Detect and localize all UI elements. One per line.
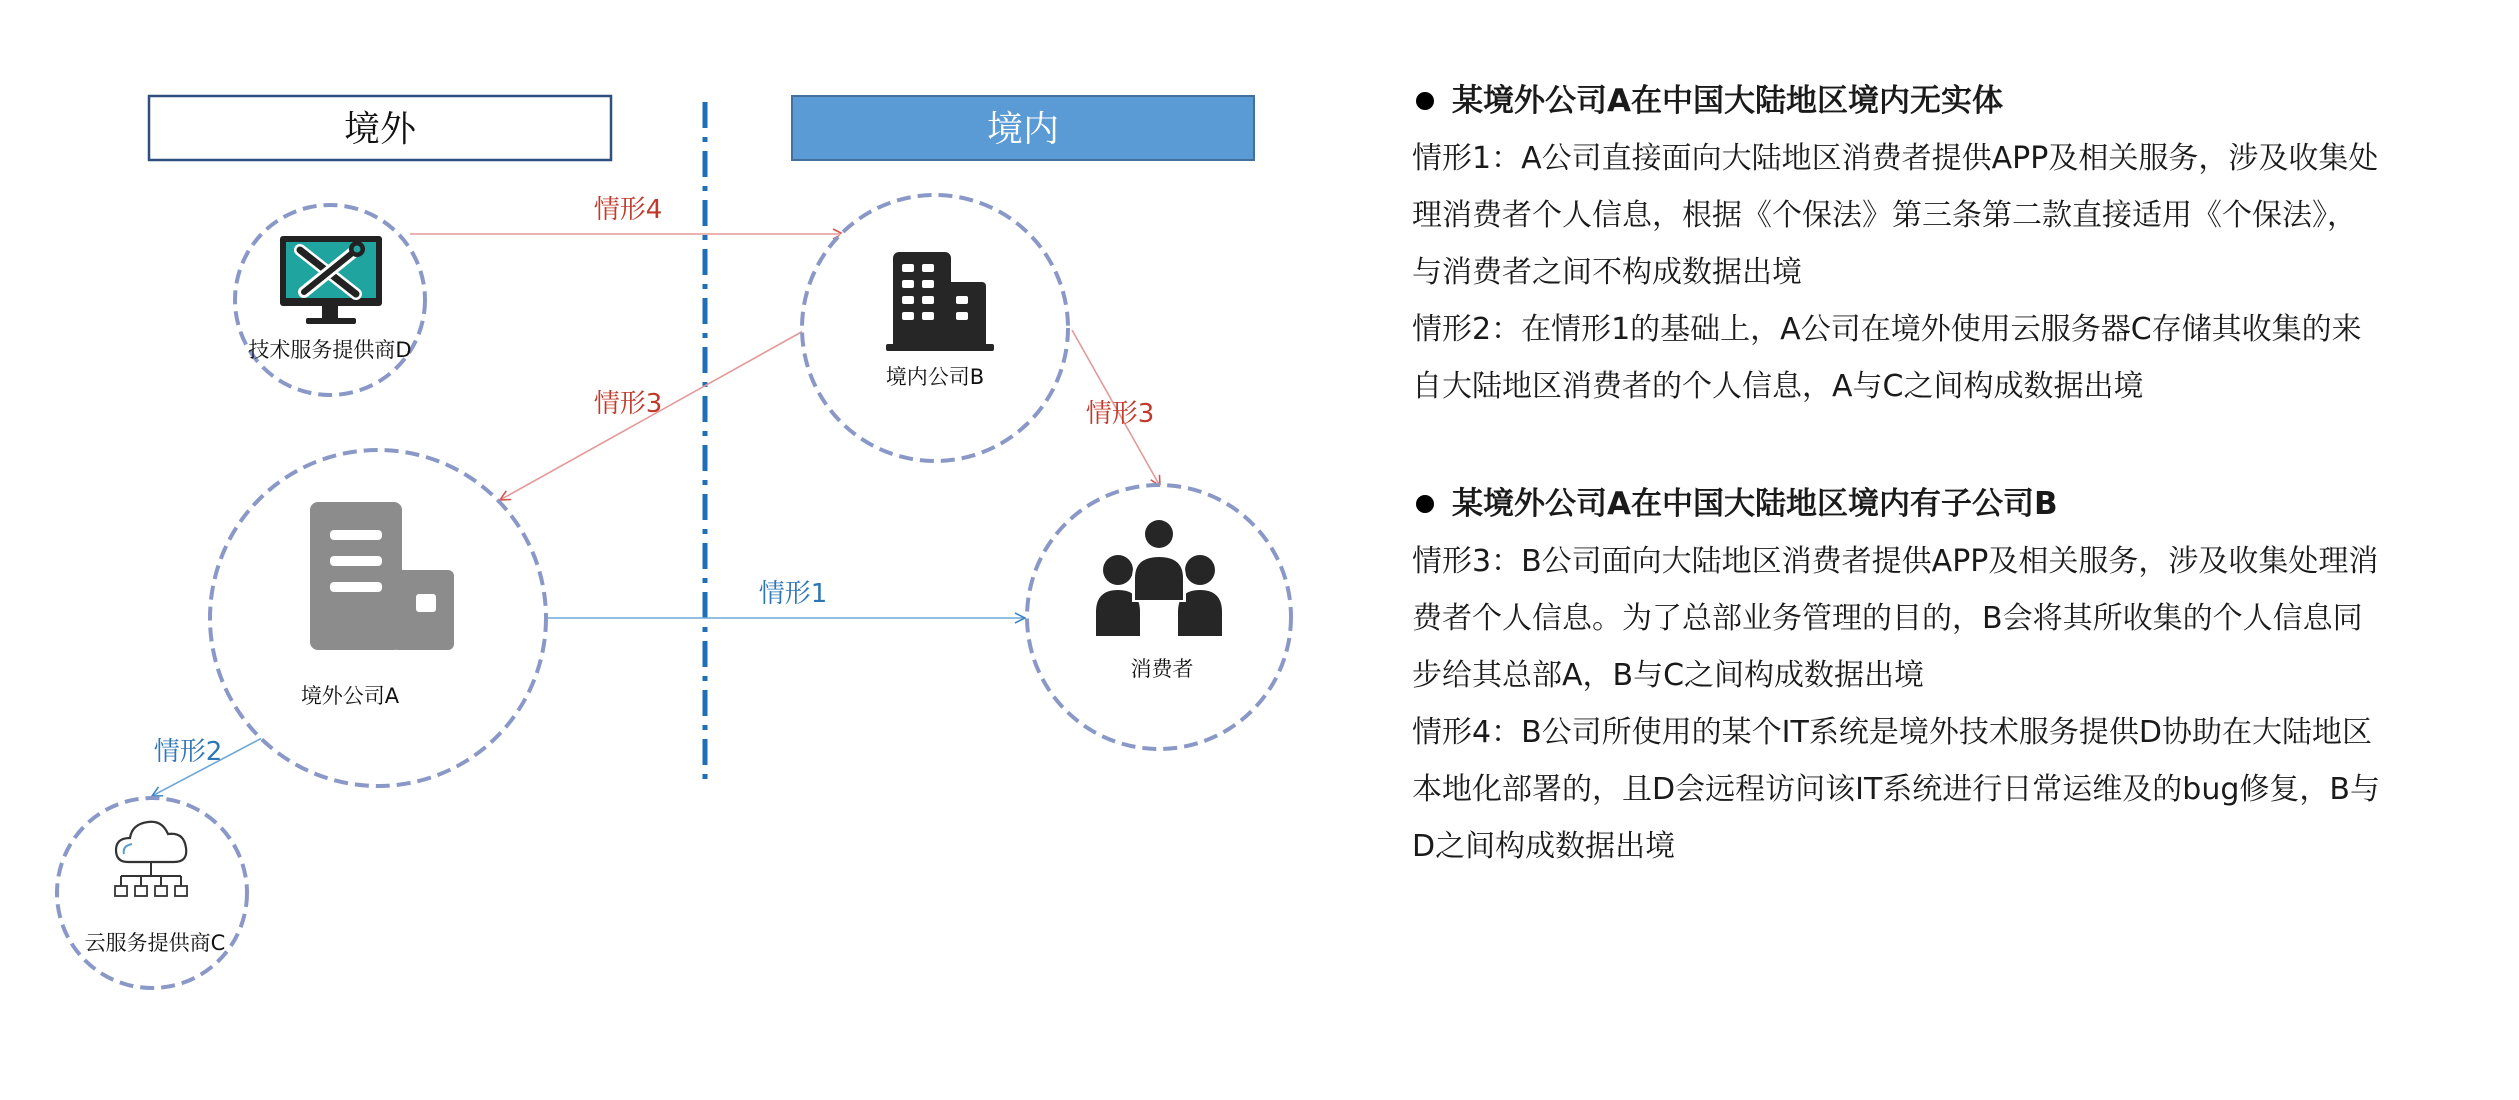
edge-scenario3-to-a (500, 330, 805, 500)
node-tech-provider-d (235, 205, 425, 395)
section-heading-text: 某境外公司A在中国大陆地区境内无实体 (1452, 83, 2003, 119)
paragraph-line: 情形3：B公司面向大陆地区消费者提供APP及相关服务，涉及收集处理消 (1412, 544, 2379, 579)
edge-scenario3-to-consumers-label: 情形3 (1085, 399, 1155, 429)
paragraph-line: 步给其总部A，B与C之间构成数据出境 (1412, 658, 1925, 693)
paragraph-line: D之间构成数据出境 (1412, 829, 1676, 864)
region-inside-label: 境内 (986, 109, 1060, 150)
edge-scenario4 (410, 195, 843, 234)
node-overseas-company-a-label: 境外公司A (300, 684, 400, 708)
edge-scenario3-to-consumers (1072, 330, 1160, 486)
paragraph-line: 情形2：在情形1的基础上，A公司在境外使用云服务器C存储其收集的来 (1412, 312, 2362, 347)
edge-scenario2 (152, 737, 262, 796)
edge-scenario1-label: 情形1 (758, 579, 828, 609)
edge-scenario2-label: 情形2 (153, 737, 223, 767)
paragraph-line: 与消费者之间不构成数据出境 (1412, 255, 1802, 290)
edge-scenario1 (548, 579, 1025, 618)
bullet-dot-icon (1416, 495, 1434, 513)
paragraph-line: 情形4：B公司所使用的某个IT系统是境外技术服务提供D协助在大陆地区 (1412, 715, 2372, 750)
paragraph-line: 理消费者个人信息，根据《个保法》第三条第二款直接适用《个保法》， (1412, 198, 2357, 233)
section-with-subsidiary (1412, 475, 2492, 875)
section-no-entity (1412, 72, 2492, 415)
section-heading (1412, 72, 2492, 130)
section-heading-text: 某境外公司A在中国大陆地区境内有子公司B (1452, 486, 2058, 522)
node-domestic-company-b (802, 195, 1068, 461)
node-consumers-label: 消费者 (1130, 657, 1194, 681)
region-outside-box (149, 96, 611, 160)
bullet-dot-icon (1416, 92, 1434, 110)
region-inside-box (792, 96, 1254, 160)
node-domestic-company-b-label: 境内公司B (885, 365, 985, 389)
explanation-panel (1412, 72, 2492, 875)
region-outside-label: 境外 (343, 109, 417, 150)
node-consumers (1027, 485, 1291, 749)
paragraph-line: 情形1：A公司直接面向大陆地区消费者提供APP及相关服务，涉及收集处 (1412, 141, 2379, 176)
node-tech-provider-d-label: 技术服务提供商D (248, 338, 412, 362)
edge-scenario4-label: 情形4 (593, 195, 663, 225)
edge-scenario3-to-a-label: 情形3 (593, 389, 663, 419)
paragraph-line: 费者个人信息。为了总部业务管理的目的，B会将其所收集的个人信息同 (1412, 601, 2363, 636)
node-cloud-provider-c-label: 云服务提供商C (84, 931, 226, 955)
section-heading (1412, 475, 2492, 533)
paragraph-line: 本地化部署的，且D会远程访问该IT系统进行日常运维及的bug修复，B与 (1412, 772, 2380, 807)
node-cloud-provider-c (57, 798, 247, 988)
node-overseas-company-a (210, 450, 546, 786)
paragraph-line: 自大陆地区消费者的个人信息，A与C之间构成数据出境 (1412, 369, 2144, 404)
